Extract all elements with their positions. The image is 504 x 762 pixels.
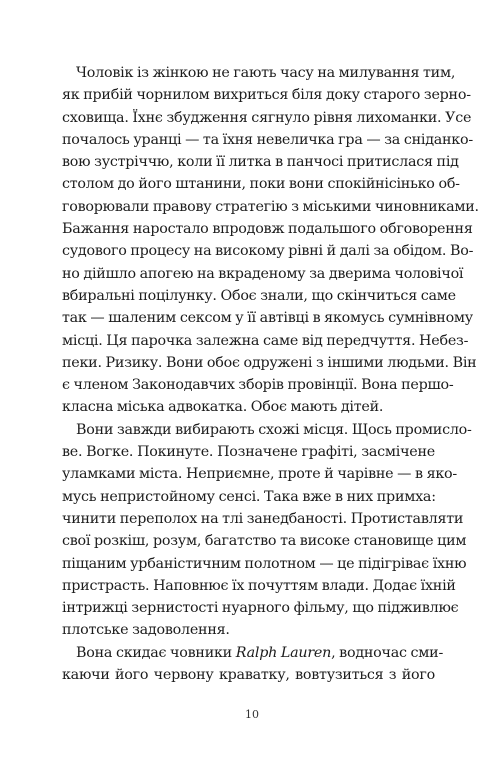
text-line: пристрасть. Наповнює їх почуттям влади. Додає їхній bbox=[62, 577, 456, 594]
text-line: місці. Ця парочка залежна саме від передчуття. Небез- bbox=[62, 332, 469, 349]
text-line: мусь непристойному сенсі. Така вже в них примха: bbox=[62, 488, 436, 505]
text-line: вбиральні поцілунку. Обоє знали, що скінчиться саме bbox=[62, 287, 456, 304]
text-segment: Вона скидає човники bbox=[76, 644, 236, 661]
text-line: так — шаленим сексом у її автівці в якомусь сумнівному bbox=[62, 310, 473, 327]
text-line: Чоловік із жінкою не гають часу на милування тим, bbox=[76, 65, 456, 81]
text-line: ве. Вогке. Покинуте. Позначене графіті, засмічене bbox=[62, 444, 435, 461]
body-text bbox=[62, 62, 479, 686]
text-segment: , водночас сми- bbox=[331, 644, 444, 661]
text-line: чинити переполох на тлі занедбаності. Протиставляти bbox=[62, 510, 464, 527]
text-line: плотське задоволення. bbox=[62, 622, 230, 639]
text-line: но дійшло апогею на вкраденому за дверима чоловічої bbox=[62, 265, 464, 282]
brand-name: Ralph Lauren bbox=[235, 644, 332, 661]
text-line: говорювали правову стратегію з міськими чиновниками. bbox=[62, 198, 479, 215]
text-line: почалось уранці — та їхня невеличка гра — за сніданко- bbox=[62, 131, 473, 148]
text-line: столом до його штанини, поки вони спокійнісінько об- bbox=[62, 176, 460, 193]
text-line: класна міська адвокатка. Обоє мають дітей. bbox=[62, 399, 384, 416]
text-line: інтрижці зернистості нуарного фільму, що підживлює bbox=[62, 600, 459, 617]
text-line: сховища. Їхнє збудження сягнуло рівня лихоманки. Усе bbox=[62, 109, 472, 126]
text-line: є членом Законодавчих зборів провінції. Вона першо- bbox=[62, 377, 454, 394]
text-line bbox=[62, 642, 444, 664]
text-line: судового процесу на високому рівні й далі за обідом. Во- bbox=[62, 243, 474, 260]
text-line: Вони завжди вибирають схожі місця. Щось промисло- bbox=[76, 421, 472, 438]
text-line: піщаним урбаністичним полотном — це підігріває їхню bbox=[62, 555, 467, 572]
text-line: пеки. Ризику. Вони обоє одружені з іншими людьми. Він bbox=[62, 354, 477, 371]
text-line: свої розкіш, розум, багатство та високе становище цим bbox=[62, 533, 467, 550]
page-number: 10 bbox=[245, 708, 259, 721]
text-line: Бажання наростало впродовж подальшого обговорення bbox=[62, 221, 473, 238]
text-line: як прибій чорнилом вихриться біля доку старого зерно- bbox=[62, 87, 471, 104]
text-line: каючи його червону краватку, вовтузиться з його bbox=[62, 667, 435, 684]
text-line: вою зустріччю, коли її литка в панчосі притислася під bbox=[62, 154, 459, 171]
text-line: уламками міста. Неприємне, проте й чарівне — в яко- bbox=[62, 466, 457, 483]
